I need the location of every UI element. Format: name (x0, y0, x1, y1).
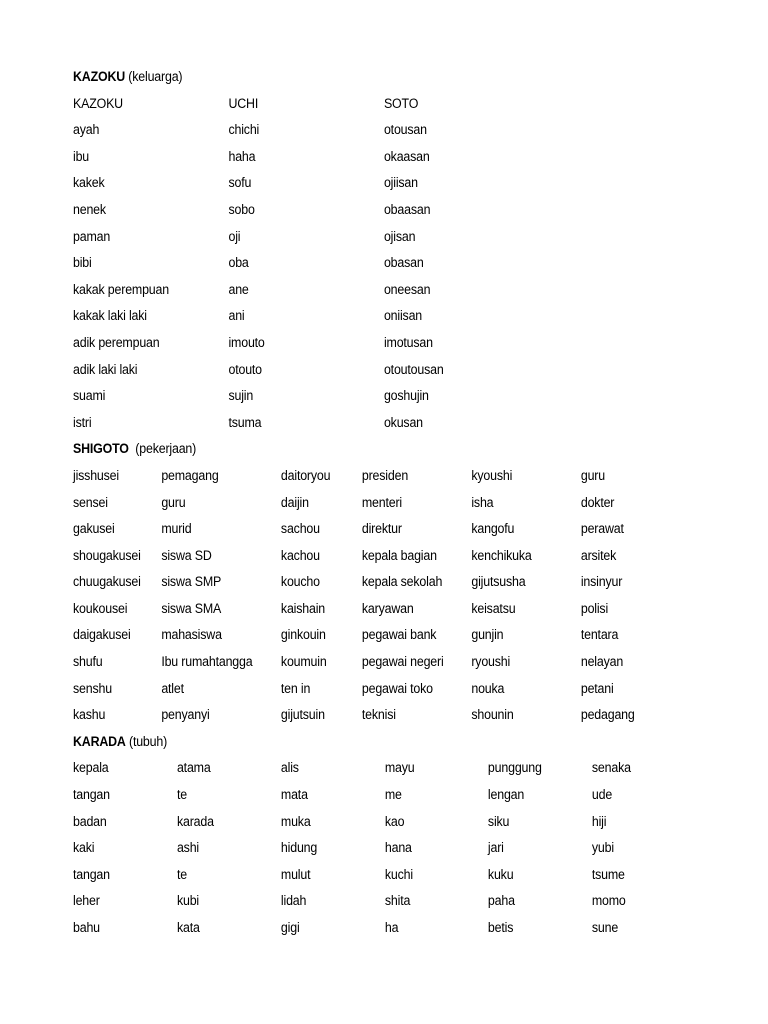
table-cell: sofu (228, 175, 252, 191)
table-cell: kakak laki laki (73, 308, 147, 324)
table-row (73, 463, 662, 490)
table-cell: paman (73, 228, 111, 244)
shigoto-table (73, 463, 662, 729)
table-cell: siswa SD (161, 547, 212, 563)
table-cell: daitoryou (280, 467, 331, 483)
table-cell: obaasan (383, 201, 431, 217)
table-row (73, 277, 662, 304)
table-cell: ginkouin (280, 627, 326, 643)
table-cell: daijin (280, 494, 309, 510)
table-cell: obasan (383, 255, 424, 271)
table-row (73, 303, 662, 330)
table-cell: gakusei (73, 521, 115, 537)
shigoto-title: SHIGOTO (73, 441, 129, 457)
table-cell: pedagang (580, 707, 635, 723)
table-row (73, 490, 662, 517)
table-cell: pegawai negeri (361, 654, 444, 670)
table-cell: murid (161, 521, 192, 537)
table-cell: tsume (591, 866, 625, 882)
table-cell: oba (228, 255, 249, 271)
table-cell: imouto (228, 334, 265, 350)
table-cell: penyanyi (161, 707, 210, 723)
table-cell: leher (73, 893, 100, 909)
table-cell: shita (384, 893, 411, 909)
table-cell: daigakusei (73, 627, 131, 643)
table-cell: ane (228, 281, 249, 297)
table-cell: te (176, 866, 187, 882)
table-cell: senaka (591, 760, 631, 776)
table-cell: kepala (73, 760, 109, 776)
table-cell: ojiisan (383, 175, 418, 191)
table-cell: kaki (73, 840, 95, 856)
table-row (73, 782, 662, 809)
table-row (73, 250, 662, 277)
table-cell: kata (176, 920, 200, 935)
table-cell: teknisi (361, 707, 396, 723)
table-cell: SOTO (383, 95, 419, 111)
table-cell: adik perempuan (73, 334, 160, 350)
table-cell: gijutsusha (471, 574, 526, 590)
table-cell: oneesan (383, 281, 431, 297)
table-cell: hana (384, 840, 412, 856)
table-cell: kakek (73, 175, 105, 191)
table-cell: ojisan (383, 228, 416, 244)
table-cell: kepala sekolah (361, 574, 443, 590)
table-cell: kakak perempuan (73, 281, 169, 297)
table-row (73, 516, 662, 543)
table-cell: kubi (176, 893, 200, 909)
table-cell: ani (228, 308, 245, 324)
table-row (73, 649, 662, 676)
table-cell: perawat (580, 521, 624, 537)
table-cell: tangan (73, 866, 110, 882)
table-row (73, 383, 662, 410)
table-cell: atama (176, 760, 211, 776)
karada-title: KARADA (73, 733, 126, 749)
table-cell: otoutousan (383, 361, 444, 377)
table-cell: guru (161, 494, 186, 510)
table-cell: shougakusei (73, 547, 141, 563)
table-row (73, 809, 662, 836)
table-cell: direktur (361, 521, 402, 537)
table-row (73, 835, 662, 862)
table-cell: otouto (228, 361, 262, 377)
table-cell: bahu (73, 920, 100, 935)
table-cell: bibi (73, 255, 92, 271)
table-cell: shounin (471, 707, 514, 723)
table-cell: kuchi (384, 866, 413, 882)
karada-heading (73, 729, 662, 756)
table-cell: pemagang (161, 467, 219, 483)
table-cell: tangan (73, 787, 110, 803)
table-cell: sobo (228, 201, 255, 217)
kazoku-title: KAZOKU (73, 69, 126, 84)
table-cell: sensei (73, 494, 108, 510)
table-cell: arsitek (580, 547, 617, 563)
table-cell: alis (280, 760, 299, 776)
table-cell: gigi (280, 920, 300, 935)
table-row (73, 569, 662, 596)
table-cell: okaasan (383, 148, 430, 164)
table-cell: kuku (487, 866, 514, 882)
shigoto-subtitle: (pekerjaan) (135, 441, 197, 457)
table-cell: tentara (580, 627, 619, 643)
table-row (73, 357, 662, 384)
table-cell: badan (73, 813, 107, 829)
table-cell: chuugakusei (73, 574, 141, 590)
shigoto-heading (73, 436, 662, 463)
table-row (73, 676, 662, 703)
karada-subtitle: (tubuh) (128, 733, 168, 749)
table-cell: me (384, 787, 402, 803)
table-cell: nelayan (580, 654, 624, 670)
karada-table (73, 755, 662, 941)
table-cell: paha (487, 893, 515, 909)
table-cell: guru (580, 467, 605, 483)
table-row (73, 596, 662, 623)
table-cell: siswa SMA (161, 600, 222, 616)
table-cell: ha (384, 920, 399, 935)
table-cell: haha (228, 148, 256, 164)
table-cell: ryoushi (471, 654, 511, 670)
table-cell: ten in (280, 680, 311, 696)
table-cell: pegawai toko (361, 680, 433, 696)
table-cell: momo (591, 893, 626, 909)
table-cell: lidah (280, 893, 307, 909)
table-cell: nouka (471, 680, 505, 696)
table-cell: te (176, 787, 187, 803)
table-row (73, 862, 662, 889)
table-cell: Ibu rumahtangga (161, 654, 253, 670)
table-cell: oniisan (383, 308, 423, 324)
table-row (73, 410, 662, 437)
table-cell: ibu (73, 148, 90, 164)
table-cell: kachou (280, 547, 320, 563)
table-row (73, 622, 662, 649)
table-cell: mulut (280, 866, 311, 882)
table-row (73, 915, 662, 942)
table-cell: atlet (161, 680, 184, 696)
table-cell: siswa SMP (161, 574, 222, 590)
table-cell: otousan (383, 122, 427, 138)
table-cell: yubi (591, 840, 614, 856)
table-cell: presiden (361, 467, 409, 483)
table-cell: kepala bagian (361, 547, 437, 563)
table-cell: hiji (591, 813, 607, 829)
table-cell: menteri (361, 494, 403, 510)
table-cell: koukousei (73, 600, 128, 616)
table-cell: ashi (176, 840, 200, 856)
table-cell: dokter (580, 494, 615, 510)
table-cell: ayah (73, 122, 100, 138)
kazoku-table (73, 91, 662, 437)
table-cell: kyoushi (471, 467, 513, 483)
table-cell: muka (280, 813, 311, 829)
table-cell: jari (487, 840, 504, 856)
table-row (73, 91, 662, 118)
table-cell: karada (176, 813, 214, 829)
table-cell: kenchikuka (471, 547, 532, 563)
document-page (73, 64, 662, 942)
table-cell: senshu (73, 680, 112, 696)
table-cell: lengan (487, 787, 525, 803)
table-cell: shufu (73, 654, 103, 670)
table-cell: UCHI (228, 95, 259, 111)
table-cell: kashu (73, 707, 106, 723)
table-cell: kaishain (280, 600, 326, 616)
table-cell: istri (73, 414, 92, 430)
table-cell: siku (487, 813, 510, 829)
table-cell: gunjin (471, 627, 504, 643)
table-cell: koumuin (280, 654, 327, 670)
table-row (73, 224, 662, 251)
table-cell: mahasiswa (161, 627, 222, 643)
table-row (73, 330, 662, 357)
table-cell: kangofu (471, 521, 515, 537)
table-cell: oji (228, 228, 241, 244)
table-cell: sune (591, 920, 619, 935)
kazoku-subtitle: (keluarga) (128, 69, 183, 84)
kazoku-heading (73, 64, 662, 91)
table-cell: pegawai bank (361, 627, 437, 643)
table-cell: okusan (383, 414, 423, 430)
table-cell: betis (487, 920, 514, 935)
table-row (73, 170, 662, 197)
table-row (73, 888, 662, 915)
table-cell: gijutsuin (280, 707, 325, 723)
table-cell: tsuma (228, 414, 262, 430)
table-row (73, 755, 662, 782)
table-cell: sachou (280, 521, 320, 537)
table-row (73, 197, 662, 224)
table-cell: punggung (487, 760, 542, 776)
table-cell: jisshusei (73, 467, 119, 483)
table-cell: isha (471, 494, 494, 510)
table-cell: imotusan (383, 334, 433, 350)
table-cell: mayu (384, 760, 415, 776)
table-cell: insinyur (580, 574, 623, 590)
table-cell: kao (384, 813, 405, 829)
table-cell: koucho (280, 574, 320, 590)
table-cell: adik laki laki (73, 361, 138, 377)
table-row (73, 144, 662, 171)
table-cell: ude (591, 787, 613, 803)
table-cell: chichi (228, 122, 260, 138)
table-cell: goshujin (383, 388, 429, 404)
table-cell: petani (580, 680, 614, 696)
table-cell: sujin (228, 388, 254, 404)
table-cell: hidung (280, 840, 318, 856)
table-cell: KAZOKU (73, 95, 123, 111)
table-cell: mata (280, 787, 308, 803)
table-cell: karyawan (361, 600, 414, 616)
table-cell: suami (73, 388, 106, 404)
table-row (73, 117, 662, 144)
table-row (73, 702, 662, 729)
table-cell: keisatsu (471, 600, 516, 616)
table-cell: polisi (580, 600, 609, 616)
table-cell: nenek (73, 201, 106, 217)
table-row (73, 543, 662, 570)
